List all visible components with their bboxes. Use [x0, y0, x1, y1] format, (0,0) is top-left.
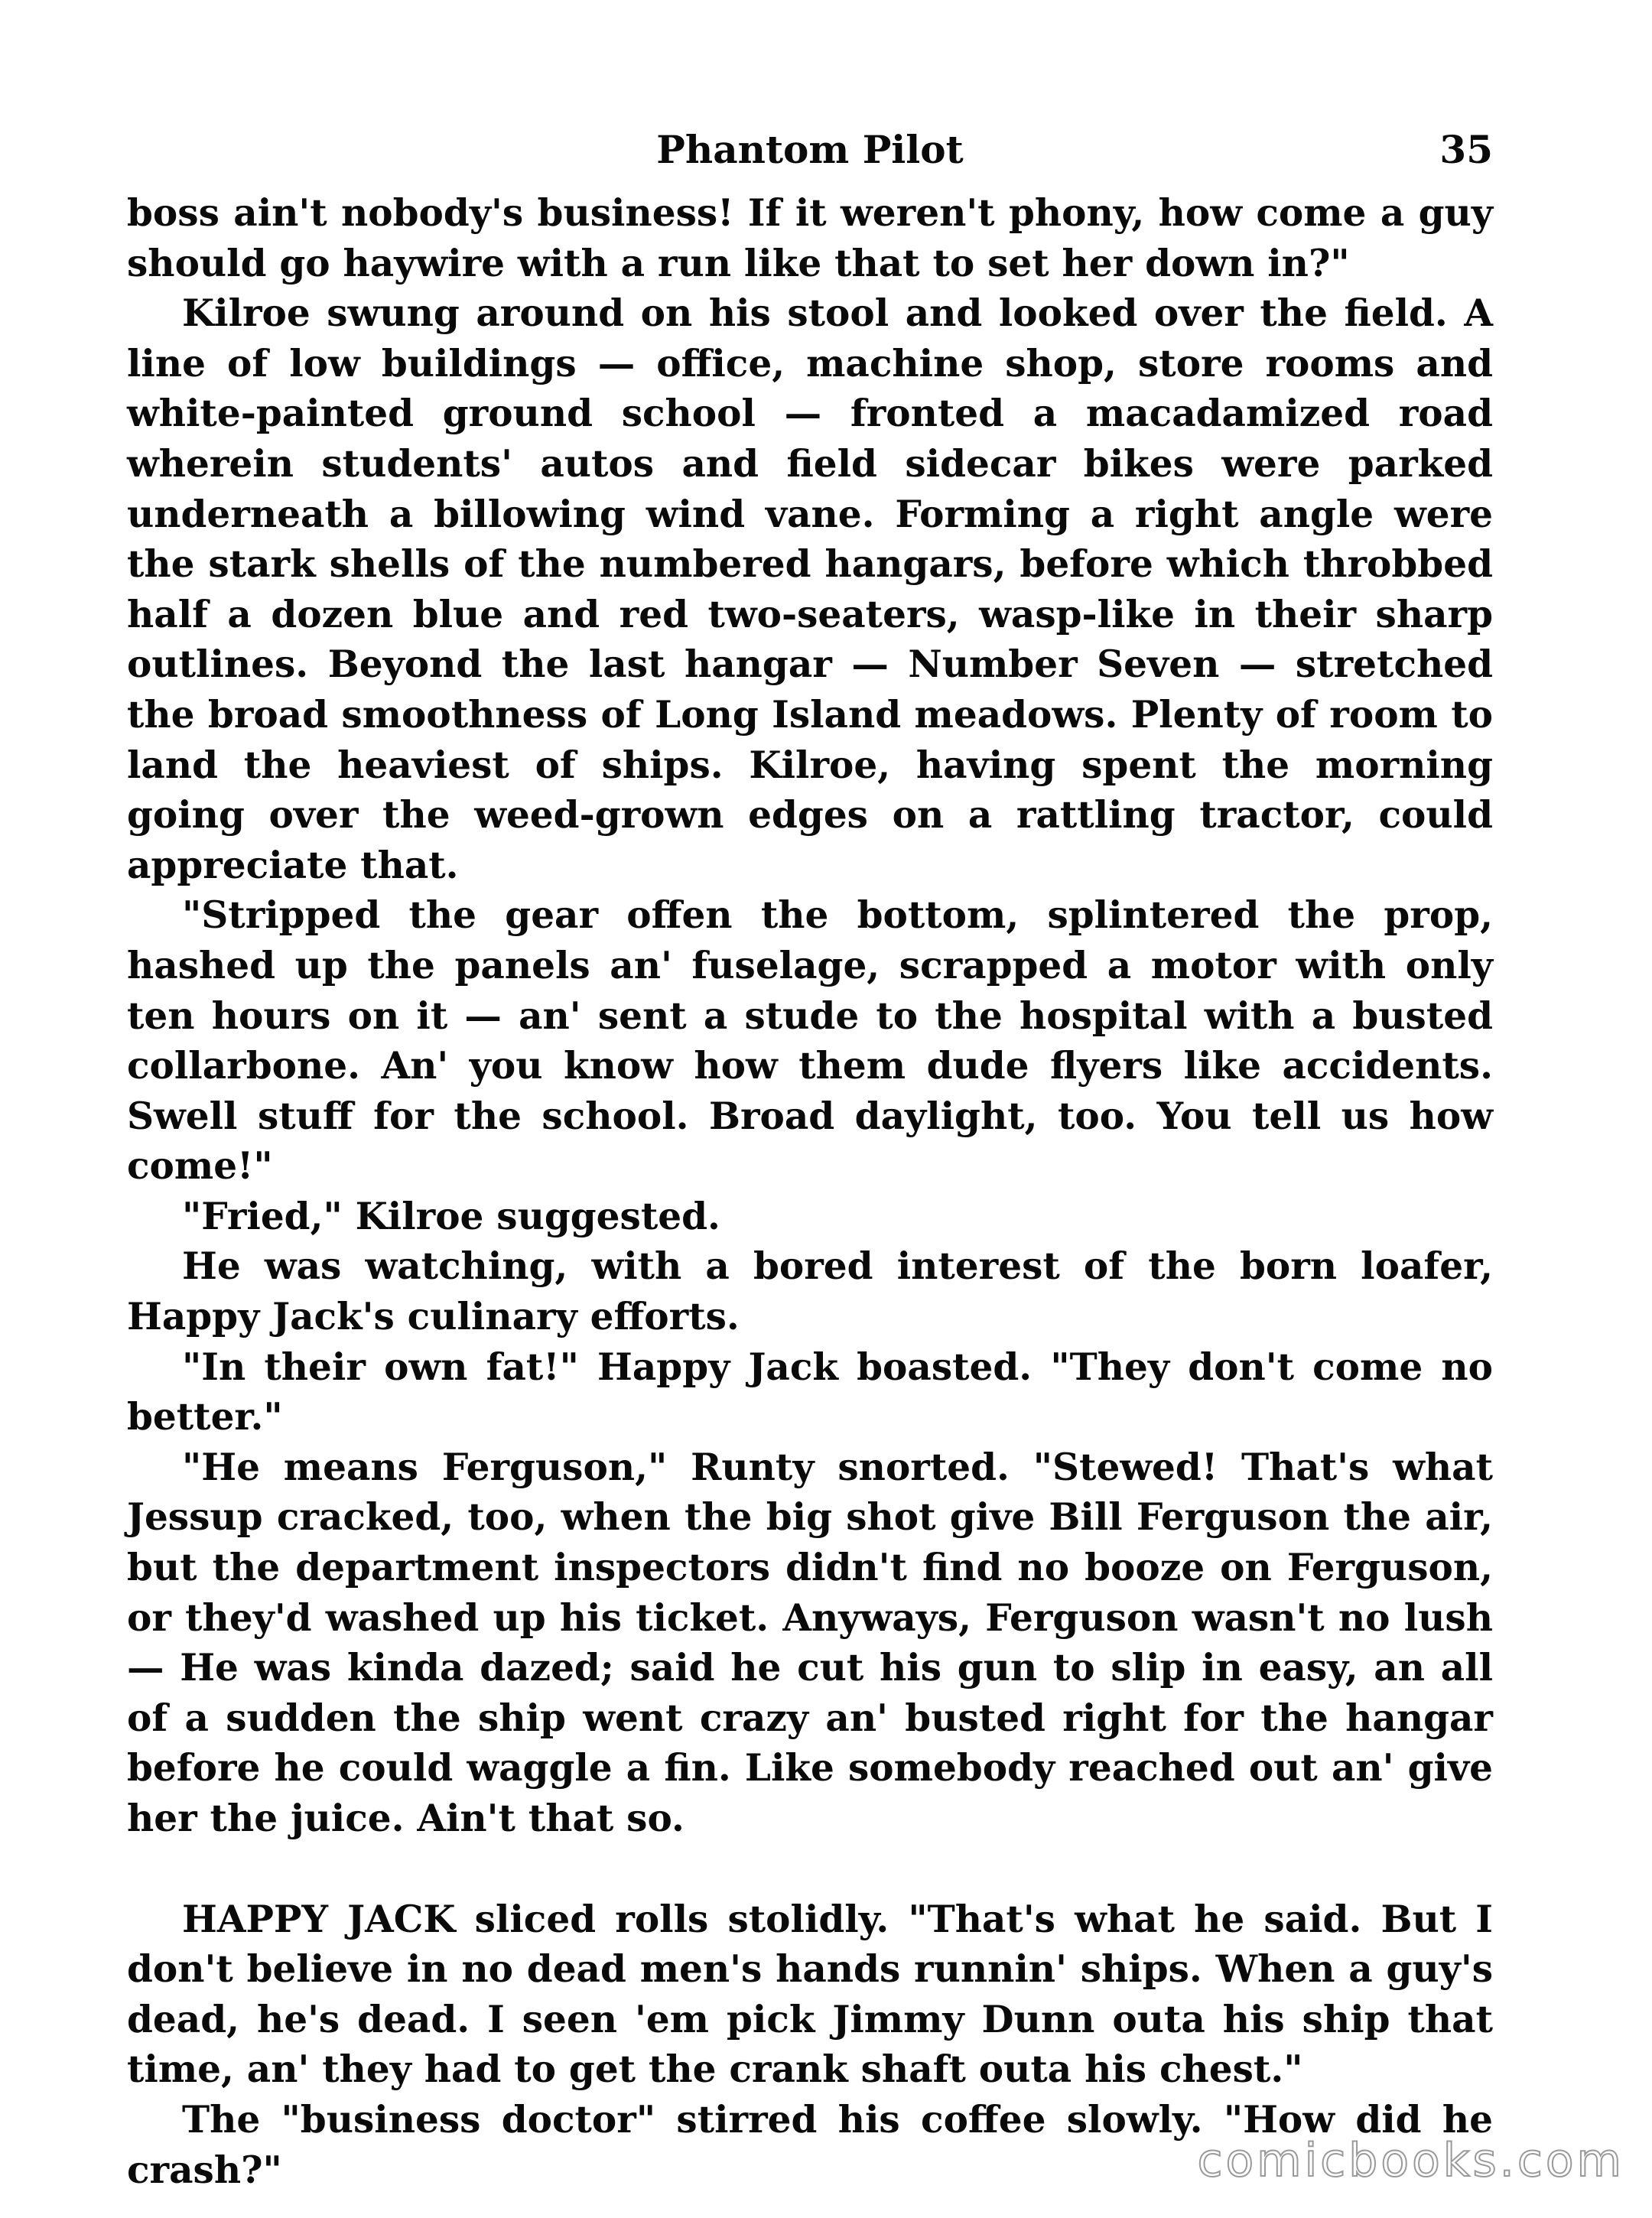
paragraph: The "business doctor" stirred his coffee slowly. "How did he crash?": [127, 2097, 1493, 2192]
book-page: [127, 121, 1493, 2195]
paragraph: "Fried," Kilroe suggested.: [182, 1194, 720, 1238]
page-number: 35: [1439, 127, 1493, 172]
watermark: comicbooks.com: [1197, 2134, 1624, 2187]
running-title: Phantom Pilot: [656, 127, 964, 172]
paragraph: "Stripped the gear offen the bottom, splintered the prop, hashed up the panels an' fuselage, scrapped a motor with only ten hours on it — an' sent a stude to the hospital with a busted collarbone. An' you know how them dude flyers like accidents. Swell stuff for the school. Broad daylight, too. You tell us how come!": [127, 893, 1493, 1189]
paragraph: boss ain't nobody's business! If it weren't phony, how come a guy should go haywire with a run like that to set her down in?": [127, 191, 1493, 285]
running-head: [127, 121, 1493, 188]
paragraph: HAPPY JACK sliced rolls stolidly. "That's what he said. But I don't believe in no dead men's hands runnin' ships. When a guy's dead, he's dead. I seen 'em pick Jimmy Dunn outa his ship that time, an' they had to get the crank shaft outa his chest.": [127, 1897, 1493, 2092]
paragraph: Kilroe swung around on his stool and looked over the field. A line of low buildings — office, machine shop, store rooms and white-painted ground school — fronted a macadamized road wherein students' autos and field sidecar bikes were parked underneath a billowing wind vane. Forming a right angle were the stark shells of the numbered hangars, before which throbbed half a dozen blue and red two-seaters, wasp-like in their sharp outlines. Beyond the last hangar — Number Seven — stretched the broad smoothness of Long Island meadows. Plenty of room to land the heaviest of ships. Kilroe, having spent the morning going over the weed-grown edges on a rattling tractor, could appreciate that.: [127, 291, 1493, 887]
paragraph: He was watching, with a bored interest of the born loafer, Happy Jack's culinary efforts.: [127, 1244, 1493, 1339]
paragraph: "He means Ferguson," Runty snorted. "Stewed! That's what Jessup cracked, too, when the big shot give Bill Ferguson the air, but the department inspectors didn't find no booze on Ferguson, or they'd washed up his ticket. Anyways, Ferguson wasn't no lush — He was kinda dazed; said he cut his gun to slip in easy, an all of a sudden the ship went crazy an' busted right for the hangar before he could waggle a fin. Like somebody reached out an' give her the juice. Ain't that so.: [127, 1445, 1493, 1840]
body-text: [127, 188, 1493, 2195]
paragraph: "In their own fat!" Happy Jack boasted. "They don't come no better.": [127, 1345, 1493, 1439]
